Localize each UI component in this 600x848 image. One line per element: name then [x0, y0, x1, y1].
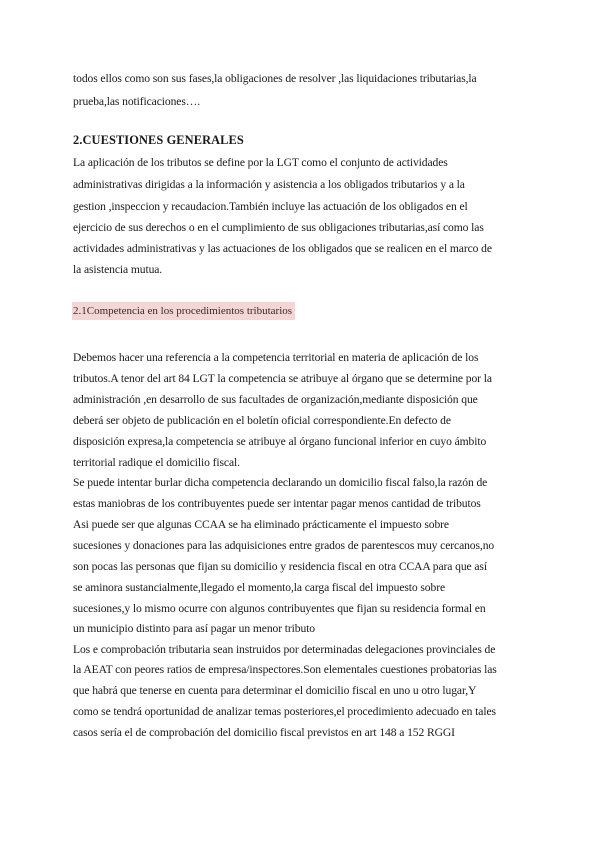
paragraph-line: administrativas dirigidas a la información y asistencia a los obligados tributarios y a la: [73, 178, 465, 191]
subsection-heading: 2.1Competencia en los procedimientos tributarios: [72, 302, 295, 320]
paragraph-line: como se tendrá oportunidad de analizar temas posteriores,el procedimiento adecuado en tales: [73, 705, 496, 718]
paragraph-line: sucesiones,y lo mismo ocurre con algunos contribuyentes que fijan su residencia formal en: [73, 602, 486, 615]
paragraph-line: Los e comprobación tributaria sean instruidos por determinadas delegaciones provinciales de: [73, 643, 496, 656]
paragraph-line: Debemos hacer una referencia a la competencia territorial en materia de aplicación de los: [73, 351, 479, 364]
paragraph-line: ejercicio de sus derechos o en el cumplimiento de sus obligaciones tributarias,así como las: [73, 221, 484, 234]
paragraph-line: son pocas las personas que fijan su domicilio y residencia fiscal en otra CCAA para que así: [73, 560, 487, 573]
paragraph-line: tributos.A tenor del art 84 LGT la competencia se atribuye al órgano que se determine por la: [73, 372, 492, 385]
paragraph-line: que habrá que tenerse en cuenta para determinar el domicilio fiscal en uno u otro lugar,Y: [73, 684, 477, 697]
paragraph-line: se aminora sustancialmente,llegado el momento,la carga fiscal del impuesto sobre: [73, 581, 446, 594]
intro-line: prueba,las notificaciones….: [73, 95, 201, 108]
paragraph-line: actividades administrativas y las actuaciones de los obligados que se realicen en el marco de: [73, 242, 492, 255]
paragraph-line: la asistencia mutua.: [73, 263, 163, 276]
paragraph-line: gestion ,inspeccion y recaudacion.También incluye las actuación de los obligados en el: [73, 200, 468, 213]
paragraph-line: sucesiones y donaciones para las adquisiciones entre grados de parentescos muy cercanos,no: [73, 539, 495, 552]
intro-line: todos ellos como son sus fases,la obligaciones de resolver ,las liquidaciones tributarias,la: [73, 72, 477, 85]
paragraph-line: disposición expresa,la competencia se atribuye al órgano funcional inferior en cuyo ámbito: [73, 435, 487, 448]
paragraph-line: Se puede intentar burlar dicha competencia declarando un domicilio fiscal falso,la razón de: [73, 476, 488, 489]
paragraph-line: la AEAT con peores ratios de empresa/inspectores.Son elementales cuestiones probatorias las: [73, 663, 497, 676]
paragraph-line: administración ,en desarrollo de sus facultades de organización,mediante disposición que: [73, 393, 478, 406]
paragraph-line: estas maniobras de los contribuyentes puede ser intentar pagar menos cantidad de tributos: [73, 497, 481, 510]
paragraph-line: casos sería el de comprobación del domicilio fiscal previstos en art 148 a 152 RGGI: [73, 726, 455, 739]
section-heading: 2.CUESTIONES GENERALES: [73, 133, 244, 147]
paragraph-line: Asi puede ser que algunas CCAA se ha eliminado prácticamente el impuesto sobre: [73, 518, 449, 531]
paragraph-line: un municipio distinto para así pagar un menor tributo: [73, 622, 315, 635]
paragraph-line: territorial radique el domicilio fiscal.: [73, 456, 240, 469]
paragraph-line: deberá ser objeto de publicación en el boletín oficial correspondiente.En defecto de: [73, 414, 451, 427]
paragraph-line: La aplicación de los tributos se define por la LGT como el conjunto de actividades: [73, 156, 448, 169]
